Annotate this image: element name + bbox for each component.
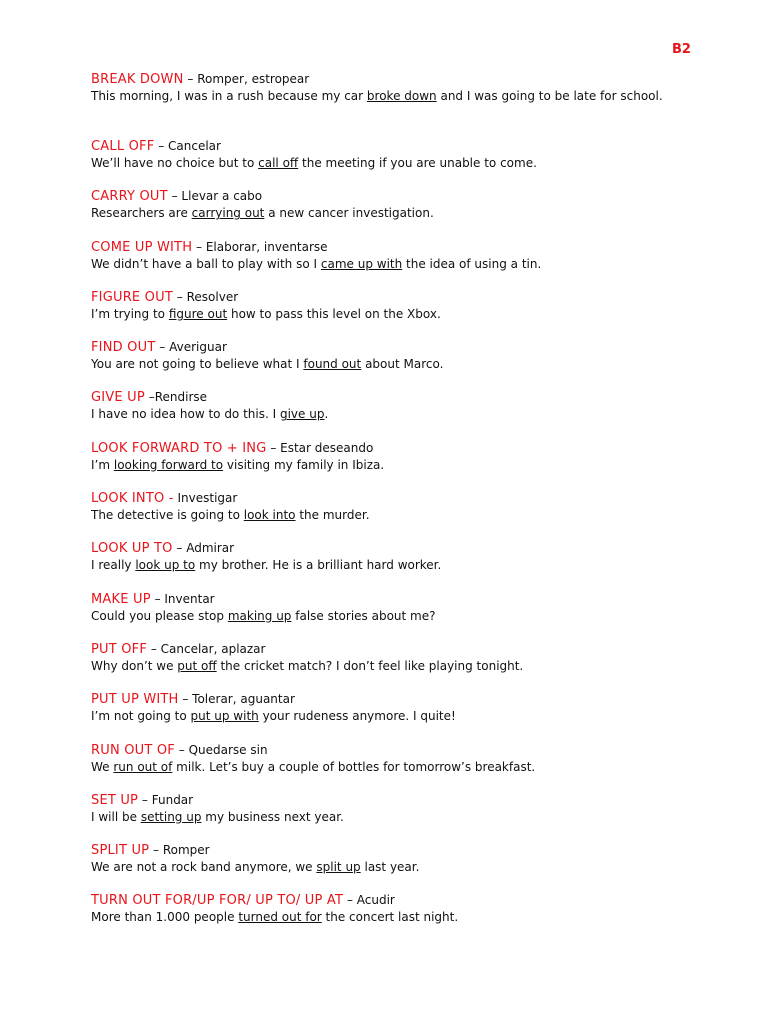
- entry-heading: [91, 289, 691, 306]
- example-text-after: last year.: [360, 860, 420, 875]
- phrasal-verb-term: FIND OUT: [91, 340, 156, 356]
- dash-separator: –: [154, 139, 169, 153]
- phrasal-verb-entry: [91, 792, 691, 842]
- entry-heading: [91, 389, 691, 406]
- spanish-translation: Inventar: [164, 591, 215, 606]
- phrasal-verb-entry: [91, 540, 691, 590]
- example-sentence: [91, 759, 691, 776]
- underlined-phrase: look up to: [135, 558, 196, 573]
- spanish-translation: Acudir: [356, 893, 395, 908]
- phrasal-verb-entry: [91, 641, 691, 691]
- example-text-after: the concert last night.: [321, 910, 459, 925]
- entry-heading: [91, 490, 691, 507]
- phrasal-verb-entry: [91, 188, 691, 238]
- phrasal-verb-list: [91, 71, 691, 943]
- example-text-before: This morning, I was in a rush because my car: [91, 89, 367, 103]
- underlined-phrase: put off: [177, 658, 217, 673]
- example-sentence: [91, 205, 691, 222]
- dash-separator: –: [144, 390, 155, 405]
- phrasal-verb-term: COME UP WITH: [91, 239, 193, 255]
- phrasal-verb-term: TURN OUT FOR/UP FOR/ UP TO/ UP AT: [91, 893, 344, 909]
- spanish-translation: Tolerar, aguantar: [192, 692, 295, 707]
- example-text-after: the murder.: [295, 508, 370, 523]
- phrasal-verb-term: CALL OFF: [91, 139, 155, 154]
- underlined-phrase: give up: [279, 407, 325, 422]
- example-sentence: [91, 708, 691, 725]
- phrasal-verb-term: GIVE UP: [91, 390, 145, 406]
- phrasal-verb-term: PUT UP WITH: [91, 692, 179, 708]
- example-text-after: and I was going to be late for school.: [436, 89, 663, 103]
- phrasal-verb-entry: [91, 138, 691, 188]
- dash-separator: –: [183, 72, 198, 86]
- underlined-phrase: turned out for: [238, 910, 322, 925]
- spanish-translation: Llevar a cabo: [181, 189, 263, 204]
- example-text-before: The detective is going to: [91, 508, 244, 523]
- entry-heading: [91, 239, 691, 256]
- example-sentence: [91, 507, 691, 524]
- example-text-after: .: [324, 407, 329, 422]
- example-text-before: I really: [91, 558, 136, 573]
- underlined-phrase: put up with: [190, 709, 259, 724]
- underlined-phrase: split up: [316, 860, 361, 875]
- spanish-translation: Cancelar: [168, 139, 221, 153]
- example-sentence: [91, 457, 691, 474]
- example-text-after: my business next year.: [201, 809, 344, 824]
- dash-separator: –: [343, 893, 357, 908]
- example-text-after: the idea of using a tin.: [402, 256, 542, 271]
- example-text-before: Why don’t we: [91, 658, 178, 673]
- example-sentence: [91, 859, 691, 876]
- dash-separator: –: [149, 843, 163, 858]
- underlined-phrase: figure out: [168, 306, 228, 321]
- dash-separator: –: [150, 591, 165, 606]
- dash-separator: –: [266, 440, 281, 455]
- dash-separator: –: [155, 340, 170, 355]
- example-sentence: [91, 306, 691, 323]
- phrasal-verb-entry: [91, 440, 691, 490]
- example-text-after: your rudeness anymore. I quite!: [258, 709, 456, 724]
- example-sentence: [91, 909, 691, 926]
- underlined-phrase: making up: [227, 608, 292, 623]
- example-sentence: [91, 155, 691, 172]
- dash-separator: –: [192, 239, 206, 254]
- example-text-after: my brother. He is a brilliant hard worker.: [195, 558, 442, 573]
- level-label: B2: [672, 42, 691, 57]
- example-text-before: I will be: [91, 809, 141, 824]
- phrasal-verb-entry: [91, 742, 691, 792]
- spanish-translation: Cancelar, aplazar: [160, 641, 266, 656]
- spanish-translation: Romper: [162, 843, 210, 858]
- entry-heading: [91, 440, 691, 457]
- example-text-before: I’m trying to: [91, 306, 169, 321]
- entry-heading: [91, 641, 691, 658]
- phrasal-verb-entry: [91, 239, 691, 289]
- example-text-after: the meeting if you are unable to come.: [298, 156, 537, 170]
- phrasal-verb-term: PUT OFF: [91, 641, 148, 657]
- example-sentence: [91, 256, 691, 273]
- phrasal-verb-entry: [91, 591, 691, 641]
- entry-heading: [91, 691, 691, 708]
- phrasal-verb-term: LOOK UP TO: [91, 541, 173, 557]
- phrasal-verb-entry: [91, 71, 691, 138]
- phrasal-verb-term: LOOK FORWARD TO + ING: [91, 440, 267, 456]
- example-text-before: Could you please stop: [91, 608, 228, 623]
- spanish-translation: Admirar: [186, 541, 235, 556]
- underlined-phrase: setting up: [140, 809, 202, 824]
- example-text-after: the cricket match? I don’t feel like playing tonight.: [216, 658, 524, 673]
- example-text-before: Researchers are: [91, 206, 192, 221]
- dash-separator: –: [172, 289, 187, 304]
- example-sentence: [91, 406, 691, 423]
- phrasal-verb-entry: [91, 691, 691, 741]
- spanish-translation: Averiguar: [169, 340, 227, 355]
- example-sentence: [91, 356, 691, 373]
- phrasal-verb-term: RUN OUT OF: [91, 742, 175, 758]
- example-text-before: We: [91, 759, 114, 774]
- entry-heading: [91, 540, 691, 557]
- spanish-translation: Resolver: [186, 289, 239, 304]
- entry-heading: [91, 188, 691, 205]
- phrasal-verb-term: SET UP: [91, 792, 139, 808]
- dash-separator: –: [172, 541, 187, 556]
- example-text-before: I’m not going to: [91, 709, 191, 724]
- underlined-phrase: looking forward to: [113, 457, 224, 472]
- entry-heading: [91, 591, 691, 608]
- entry-heading: [91, 792, 691, 809]
- example-text-after: visiting my family in Ibiza.: [223, 457, 385, 472]
- example-text-before: More than 1.000 people: [91, 910, 239, 925]
- phrasal-verb-term: SPLIT UP: [91, 843, 150, 859]
- spanish-translation: Investigar: [177, 491, 238, 506]
- phrasal-verb-entry: [91, 842, 691, 892]
- phrasal-verb-term: BREAK DOWN: [91, 72, 184, 87]
- phrasal-verb-term: CARRY OUT: [91, 189, 168, 205]
- spanish-translation: Rendirse: [154, 390, 208, 405]
- example-text-before: I have no idea how to do this. I: [91, 407, 280, 422]
- underlined-phrase: broke down: [366, 89, 437, 103]
- phrasal-verb-entry: [91, 339, 691, 389]
- example-text-after: a new cancer investigation.: [264, 206, 434, 221]
- entry-heading: [91, 842, 691, 859]
- underlined-phrase: carrying out: [191, 206, 265, 221]
- entry-heading: [91, 138, 691, 155]
- entry-heading: [91, 742, 691, 759]
- example-text-before: You are not going to believe what I: [91, 357, 304, 372]
- example-sentence: [91, 809, 691, 826]
- dash-separator: –: [147, 641, 161, 656]
- example-sentence: [91, 557, 691, 574]
- underlined-phrase: came up with: [320, 256, 403, 271]
- example-text-before: We didn’t have a ball to play with so I: [91, 256, 321, 271]
- dash-separator: –: [178, 692, 193, 707]
- example-text-after: false stories about me?: [291, 608, 436, 623]
- underlined-phrase: run out of: [113, 759, 173, 774]
- phrasal-verb-term: MAKE UP: [91, 591, 151, 607]
- entry-heading: [91, 339, 691, 356]
- entry-heading: [91, 71, 691, 88]
- spanish-translation: Estar deseando: [280, 440, 374, 455]
- phrasal-verb-term: LOOK INTO -: [91, 491, 174, 507]
- phrasal-verb-entry: [91, 389, 691, 439]
- phrasal-verb-entry: [91, 892, 691, 942]
- example-sentence: [91, 608, 691, 625]
- phrasal-verb-term: FIGURE OUT: [91, 289, 173, 305]
- underlined-phrase: found out: [303, 357, 362, 372]
- spanish-translation: Romper, estropear: [197, 72, 310, 86]
- underlined-phrase: call off: [258, 156, 299, 170]
- spanish-translation: Quedarse sin: [188, 742, 268, 757]
- example-text-before: I’m: [91, 457, 114, 472]
- example-sentence: [91, 658, 691, 675]
- spanish-translation: Elaborar, inventarse: [205, 239, 328, 254]
- example-text-before: We are not a rock band anymore, we: [91, 860, 317, 875]
- example-text-after: about Marco.: [361, 357, 444, 372]
- example-text-after: milk. Let’s buy a couple of bottles for tomorrow’s breakfast.: [172, 759, 536, 774]
- underlined-phrase: look into: [243, 508, 296, 523]
- entry-heading: [91, 892, 691, 909]
- example-sentence: [91, 88, 691, 105]
- dash-separator: –: [138, 792, 152, 807]
- example-text-after: how to pass this level on the Xbox.: [227, 306, 441, 321]
- spanish-translation: Fundar: [151, 792, 194, 807]
- phrasal-verb-entry: [91, 289, 691, 339]
- example-text-before: We’ll have no choice but to: [91, 156, 259, 170]
- phrasal-verb-entry: [91, 490, 691, 540]
- dash-separator: –: [174, 742, 189, 757]
- dash-separator: –: [167, 189, 182, 204]
